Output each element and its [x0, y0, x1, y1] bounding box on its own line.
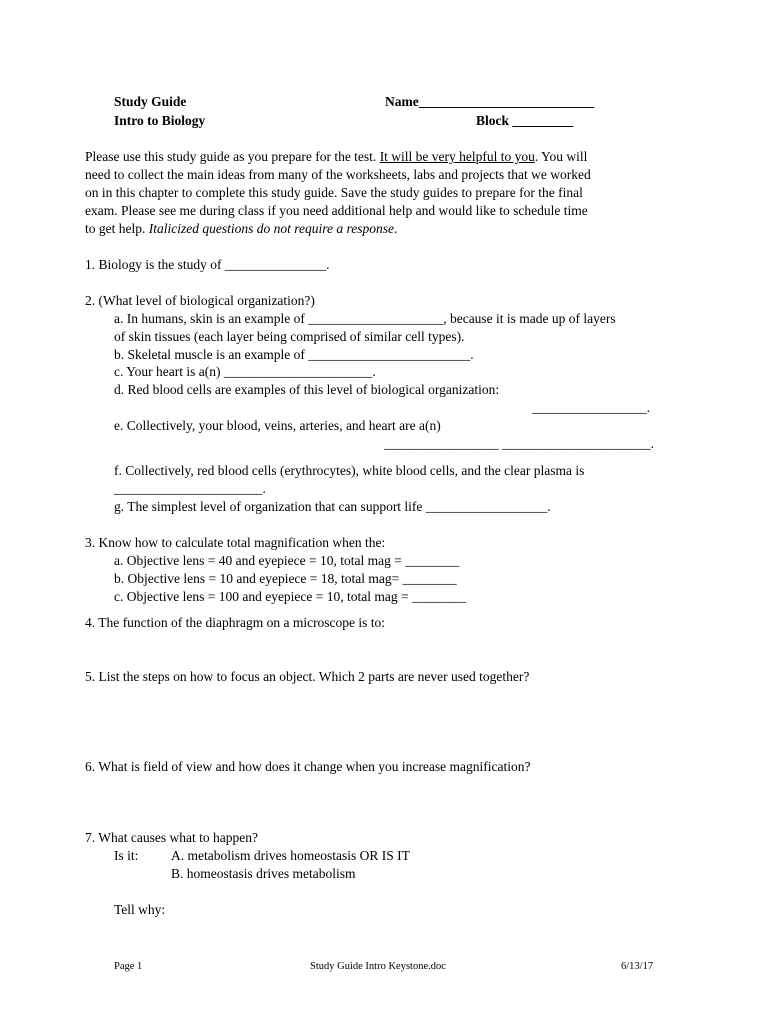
question-2c: c. Your heart is a(n) ______________________. — [114, 364, 376, 379]
document-subtitle: Intro to Biology — [114, 113, 206, 128]
question-2e: e. Collectively, your blood, veins, arteries, and heart are a(n) — [114, 418, 441, 433]
intro-line-1: Please use this study guide as you prepare for the test. It will be very helpful to you. You will — [85, 149, 588, 164]
block-field-label: Block _________ — [476, 113, 574, 128]
question-3c: c. Objective lens = 100 and eyepiece = 10, total mag = ________ — [114, 589, 466, 604]
question-7: 7. What causes what to happen? — [85, 830, 258, 845]
question-2g: g. The simplest level of organization that can support life __________________. — [114, 499, 551, 514]
question-4: 4. The function of the diaphragm on a microscope is to: — [85, 615, 386, 630]
question-1: 1. Biology is the study of _______________. — [85, 257, 330, 272]
question-6: 6. What is field of view and how does it change when you increase magnification? — [85, 759, 531, 774]
question-2d-blank: _________________. — [532, 400, 651, 415]
question-2b: b. Skeletal muscle is an example of ________________________. — [114, 347, 474, 362]
question-2d: d. Red blood cells are examples of this level of biological organization: — [114, 382, 500, 397]
intro-italic-note: Italicized questions do not require a response — [148, 221, 394, 236]
intro-line-3: on in this chapter to complete this study guide. Save the study guides to prepare for the final — [85, 185, 583, 200]
question-7-is-it: Is it: — [114, 848, 139, 863]
question-3b: b. Objective lens = 10 and eyepiece = 18, total mag= ________ — [114, 571, 457, 586]
intro-emphasis: It will be very helpful to you — [379, 149, 535, 164]
footer-filename: Study Guide Intro Keystone.doc — [310, 961, 446, 972]
question-2e-blank: _________________ ______________________. — [384, 436, 654, 451]
question-7-option-a: A. metabolism drives homeostasis OR IS IT — [171, 848, 410, 863]
question-2f-blank: ______________________. — [114, 481, 266, 496]
question-2f: f. Collectively, red blood cells (erythrocytes), white blood cells, and the clear plasma is — [114, 463, 585, 478]
question-7-option-b: B. homeostasis drives metabolism — [171, 866, 356, 881]
question-3a: a. Objective lens = 40 and eyepiece = 10, total mag = ________ — [114, 553, 460, 568]
question-2a-line-1: a. In humans, skin is an example of ____________________, because it is made up of layers — [114, 311, 616, 326]
intro-line-5: to get help. Italicized questions do not require a response. — [85, 221, 398, 236]
name-field-label: Name__________________________ — [385, 94, 595, 109]
question-5: 5. List the steps on how to focus an object. Which 2 parts are never used together? — [85, 669, 530, 684]
intro-line-4: exam. Please see me during class if you need additional help and would like to schedule time — [85, 203, 588, 218]
document-title: Study Guide — [114, 94, 187, 109]
footer-page-number: Page 1 — [114, 961, 143, 972]
question-2: 2. (What level of biological organization?) — [85, 293, 315, 308]
footer-date: 6/13/17 — [621, 961, 654, 972]
question-7-tell-why: Tell why: — [114, 902, 166, 917]
intro-line-2: need to collect the main ideas from many of the worksheets, labs and projects that we worked — [85, 167, 591, 182]
question-2a-line-2: of skin tissues (each layer being comprised of similar cell types). — [114, 329, 465, 344]
question-3: 3. Know how to calculate total magnification when the: — [85, 535, 386, 550]
